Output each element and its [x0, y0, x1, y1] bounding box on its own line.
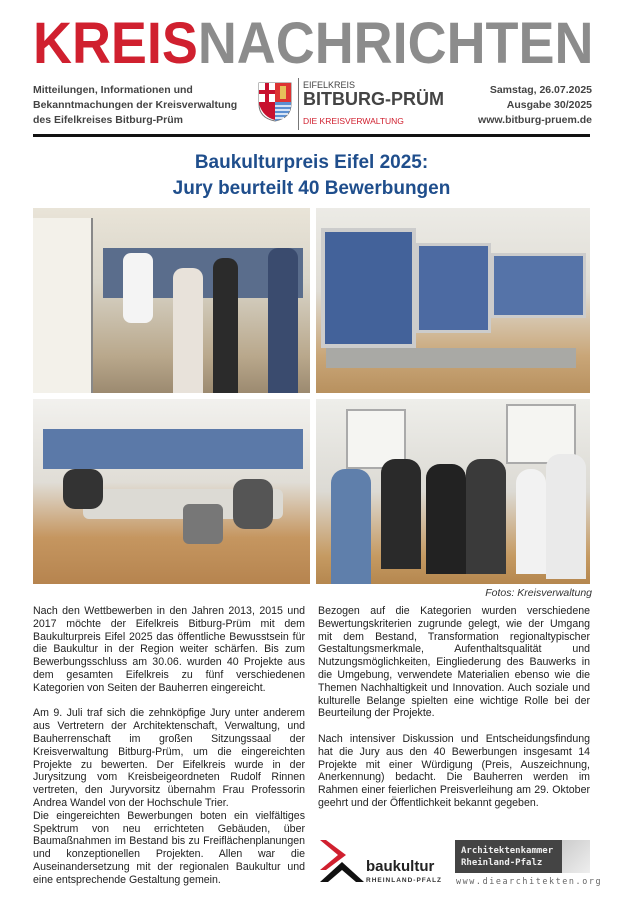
website-link[interactable]: www.bitburg-pruem.de — [478, 114, 592, 126]
photo-credit: Fotos: Kreisverwaltung — [485, 587, 592, 599]
masthead: KREISNACHRICHTEN — [33, 11, 594, 76]
kammer-emblem-icon — [562, 840, 590, 873]
article-column-left: Nach den Wettbewerben in den Jahren 2013, 2015 und 2017 möchte der Eifelkreis Bitburg-Prüm mit dem Baukulturpreis Eifel 2025 das öffentliche Bewusstsein für die Baukultur in der Region weiter schärfen. Bis zum Bewerbungsschluss am 30.06. wurden 40 Projekte aus dem gesamten Eifelkreis zu fünf verschiedenen Kategorien von Seiten der Bauherren eingereicht. Am 9. Juli traf sich die zehnköpfige Jury unter anderem aus Vertretern der Architektenschaft, Verwaltung, und Bauherrenschaft im großen Sitzungssaal der Kreisverwaltung Bitburg-Prüm, um die eingereichten Projekte zu bewerten. Der Eifelkreis wurde in der Jurysitzung vom Kreisbeigeordneten Rudolf Rinnen vertreten, den Juryvorsitz übernahm Frau Professorin Andrea Wandel von der Hochschule Trier. Die eingereichten Bewerbungen boten ein vielfältiges Spektrum von neu errichteten Gebäuden, über Baumaßnahmen im Bestand bis zu Freiflächenplanungen und konzeptionellen Projekten. Allen war die Auseinandersetzung mit der regionalen Baukultur und eine entsprechende Gestaltung gemein. — [33, 605, 305, 886]
baukultur-chevron-icon — [318, 838, 368, 883]
article-headline: Baukulturpreis Eifel 2025: Jury beurteilt 40 Bewerbungen — [172, 152, 451, 199]
photo-jury-viewing-boards — [33, 208, 310, 393]
baukultur-logo: baukultur RHEINLAND-PFALZ — [318, 838, 454, 888]
kreis-logo: EIFELKREIS BITBURG-PRÜM DIE KREISVERWALTUNG — [303, 80, 444, 126]
masthead-subtitle: Mitteilungen, Informationen und Bekanntmachungen der Kreisverwaltung des Eifelkreises Bitburg-Prüm — [33, 84, 238, 126]
kammer-url: www.diearchitekten.org — [456, 876, 603, 886]
coat-of-arms-icon — [258, 82, 292, 122]
logo-divider — [298, 78, 299, 130]
issue-number: Ausgabe 30/2025 — [506, 99, 592, 111]
photo-jury-group — [316, 399, 590, 584]
header-rule — [33, 134, 590, 137]
article-column-right: Bezogen auf die Kategorien wurden verschiedene Bewertungskriterien zugrunde gelegt, wie der Umgang mit dem Bestand, Transformation regionaltypischer Gestaltungsmerkmale, Aufenthaltsqualität und Nutzungsmöglichkeiten, Eingliederung des Bauwerks in die Umgebung, verwendete Materialien ebenso wie die Themen Nachhaltigkeit und Innovation. Auch soziale und kulturelle Belange spielten eine wichtige Rolle bei der Beurteilung der Projekte. Nach intensiver Diskussion und Entscheidungsfindung hat die Jury aus den 40 Bewerbungen insgesamt 14 Projekte mit einer Würdigung (Preis, Auszeichnung, Anerkennung) bedacht. Die Bauherren werden im Rahmen einer feierlichen Preisverleihung am 29. Oktober geehrt und der Öffentlichkeit bekannt gegeben. — [318, 605, 590, 809]
issue-meta — [462, 83, 592, 128]
photo-exhibition-boards — [316, 208, 590, 393]
architektenkammer-logo: Architektenkammer Rheinland-Pfalz — [455, 840, 590, 873]
photo-jury-meeting — [33, 399, 310, 584]
issue-date: Samstag, 26.07.2025 — [489, 84, 592, 96]
